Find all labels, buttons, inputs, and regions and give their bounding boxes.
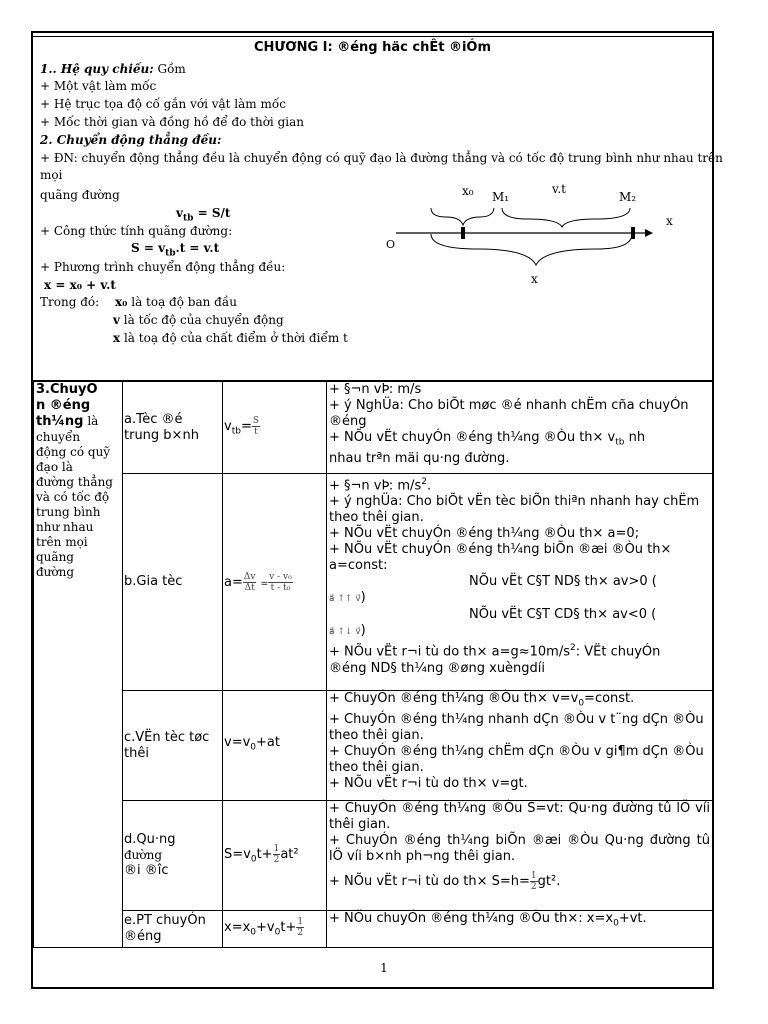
kinematics-table — [33, 381, 713, 948]
row-name-average-speed: a.Tèc ®é trung b×nh — [123, 382, 223, 474]
section3-body-line: đường thẳng — [36, 475, 113, 489]
formula-average-speed: $v_{tb}=$ $\frac{S}{t}$ — [223, 382, 327, 474]
section3-body-line: trên mọi — [36, 535, 88, 549]
label-x0: x₀ — [462, 184, 474, 198]
table-row-distance — [34, 801, 713, 911]
section3-title-line: th¼ng — [36, 414, 84, 429]
section3-title-line: 3.ChuyÓ — [36, 382, 98, 397]
distance-formula-label: + Công thức tính quãng đường: — [40, 224, 233, 238]
section3-title-line: n ®éng — [36, 398, 91, 413]
table-row-average-speed — [34, 382, 713, 474]
section1-heading-line — [40, 62, 186, 77]
brace-vt — [502, 208, 630, 227]
row-name-acceleration: b.Gia tèc — [123, 474, 223, 691]
desc-instant-velocity: + ChuyÓn ®éng th¼ng ®Òu $th\times v=v_0=const$. + ChuyÓn ®éng th¼ng nhanh dÇn ®Òu v t¨ng dÇn ®Òu theo thêi gian. + ChuyÓn ®éng th¼ng chËm dÇn ®Òu v gi¶m dÇn ®Òu theo thêi gian. + NÕu vËt r¬i tù do th× v=gt. — [327, 691, 713, 801]
section3-body-line: quãng — [36, 550, 74, 564]
section2-definition-cont2: quãng đường — [40, 188, 120, 202]
section3-body-line: như nhau — [36, 520, 94, 534]
section3-body-line: đường — [36, 565, 75, 579]
section1-heading-rest: Gồm — [153, 62, 186, 76]
where-item-x: x là toạ độ của chất điểm ở thời điểm t — [113, 331, 348, 345]
label-vt: v.t — [552, 182, 566, 196]
row-name-motion-equation: e.PT chuyÓn ®éng — [123, 911, 223, 948]
formula-acceleration: a= $\frac{\Delta v}{\Delta t}$ = $\frac{\text{v - v₀}}{\text{t - t₀}}$ — [223, 474, 327, 691]
section3-body-line: trung bình — [36, 505, 101, 519]
brace-x0 — [431, 208, 494, 225]
section2-heading: 2. Chuyển động thẳng đều: — [40, 133, 222, 147]
point-m1-marker — [461, 227, 465, 239]
table-row-instant-velocity — [34, 691, 713, 801]
section2-definition-cont: mọi — [40, 168, 63, 182]
desc-average-speed: + §¬n vÞ: m/s + ý NghÜa: Cho biÕt møc ®é nhanh chËm cña chuyÓn ®éng + NÕu vËt chuyÓn ®éng th¼ng ®Òu $th\times v_{tb}$ nh nhau trªn mäi qu·ng đường. — [327, 382, 713, 474]
axis-arrow — [645, 229, 653, 237]
formula-distance: $S=v_0t+$ $\frac{1}{2}$ at² — [223, 801, 327, 911]
section-1-2-box — [33, 36, 723, 381]
row-name-instant-velocity: c.VËn tèc tøc thêi — [123, 691, 223, 801]
page-number: 1 — [380, 961, 388, 975]
section3-body-line: chuyển — [36, 430, 81, 444]
label-x-bottom: x — [531, 272, 538, 286]
chapter-title: CHƯƠNG I: ®éng häc chÊt ®iÓm — [253, 40, 492, 55]
section3-cell — [34, 382, 123, 948]
where-item-x0: x₀ là toạ độ ban đầu — [115, 295, 237, 309]
where-item-v: v là tốc độ của chuyển động — [113, 313, 284, 327]
desc-motion-equation: + NÕu chuyÓn ®éng th¼ng ®Òu th×: $x=x_0+vt$. — [327, 911, 713, 948]
label-m1: M₁ — [492, 190, 510, 204]
section3-title-tail: là — [83, 414, 99, 428]
table-row-acceleration — [34, 474, 713, 691]
section3-body-line: động có quỹ — [36, 445, 111, 459]
label-origin: O — [386, 238, 396, 251]
label-x-axis: x — [666, 214, 673, 228]
motion-diagram — [368, 177, 698, 307]
motion-equation: x = x₀ + v.t — [44, 278, 116, 292]
formula-instant-velocity: $v=v_0+at$ — [223, 691, 327, 801]
label-m2: M₂ — [619, 190, 637, 204]
section1-item: + Hệ trục tọa độ cố gắn với vật làm mốc — [40, 97, 286, 111]
formula-motion-equation: $x=x_0+v_0t+$ $\frac{1}{2}$ — [223, 911, 327, 948]
row-name-distance: d.Qu·ng đường ®i ®îc — [123, 801, 223, 911]
where-label: Trong đó: — [40, 295, 100, 309]
section1-item: + Mốc thời gian và đồng hồ để đo thời gian — [40, 115, 304, 129]
vtb-formula: $v_{tb} = S/t$ — [176, 206, 231, 224]
section3-body-line: đạo là — [36, 460, 73, 474]
desc-acceleration: + §¬n vÞ: $m/s^2$. + ý nghÜa: Cho biÕt vËn tèc biÕn thiªn nhanh hay chËm theo thêi gian. + NÕu vËt chuyÓn ®éng th¼ng ®Òu th× a=0; + NÕu vËt chuyÓn ®éng th¼ng biÕn ®æi ®Òu th× a=const: NÕu vËt C§T ND§ th× av>0 ( a⃗ ↑↑ v⃗) NÕu vËt C§T CD§ th× av<0 ( a⃗ ↑↓ v⃗) + NÕu vËt r¬i tù do $th\times a=g\approx 10m/s^2$: VËt chuyÓn ®éng ND§ th¼ng ®øng xuèngdíi — [327, 474, 713, 691]
table-row-motion-equation — [34, 911, 713, 948]
desc-distance: + ChuyÓn ®éng th¼ng ®Òu S=vt: Qu·ng đường tû lÖ víi thêi gian. + ChuyÓn ®éng th¼ng biÕn ®æi ®Òu Qu·ng đường tû lÖ víi b×nh ph¬ng thêi gian. + NÕu vËt r¬i tù do th× S=h= $\frac{1}{2}$ gt². — [327, 801, 713, 911]
distance-formula: $S = v_{tb}.t = v.t$ — [131, 241, 220, 259]
section2-definition: + ĐN: chuyển động thẳng đều là chuyển động có quỹ đạo là đường thẳng và có tốc độ trung bình như nhau trên — [40, 151, 723, 165]
section1-item: + Một vật làm mốc — [40, 79, 157, 93]
motion-equation-label: + Phương trình chuyển động thẳng đều: — [40, 260, 286, 274]
section3-body-line: và có tốc độ — [36, 490, 110, 504]
section1-heading: 1.. Hệ quy chiếu: — [40, 62, 154, 76]
